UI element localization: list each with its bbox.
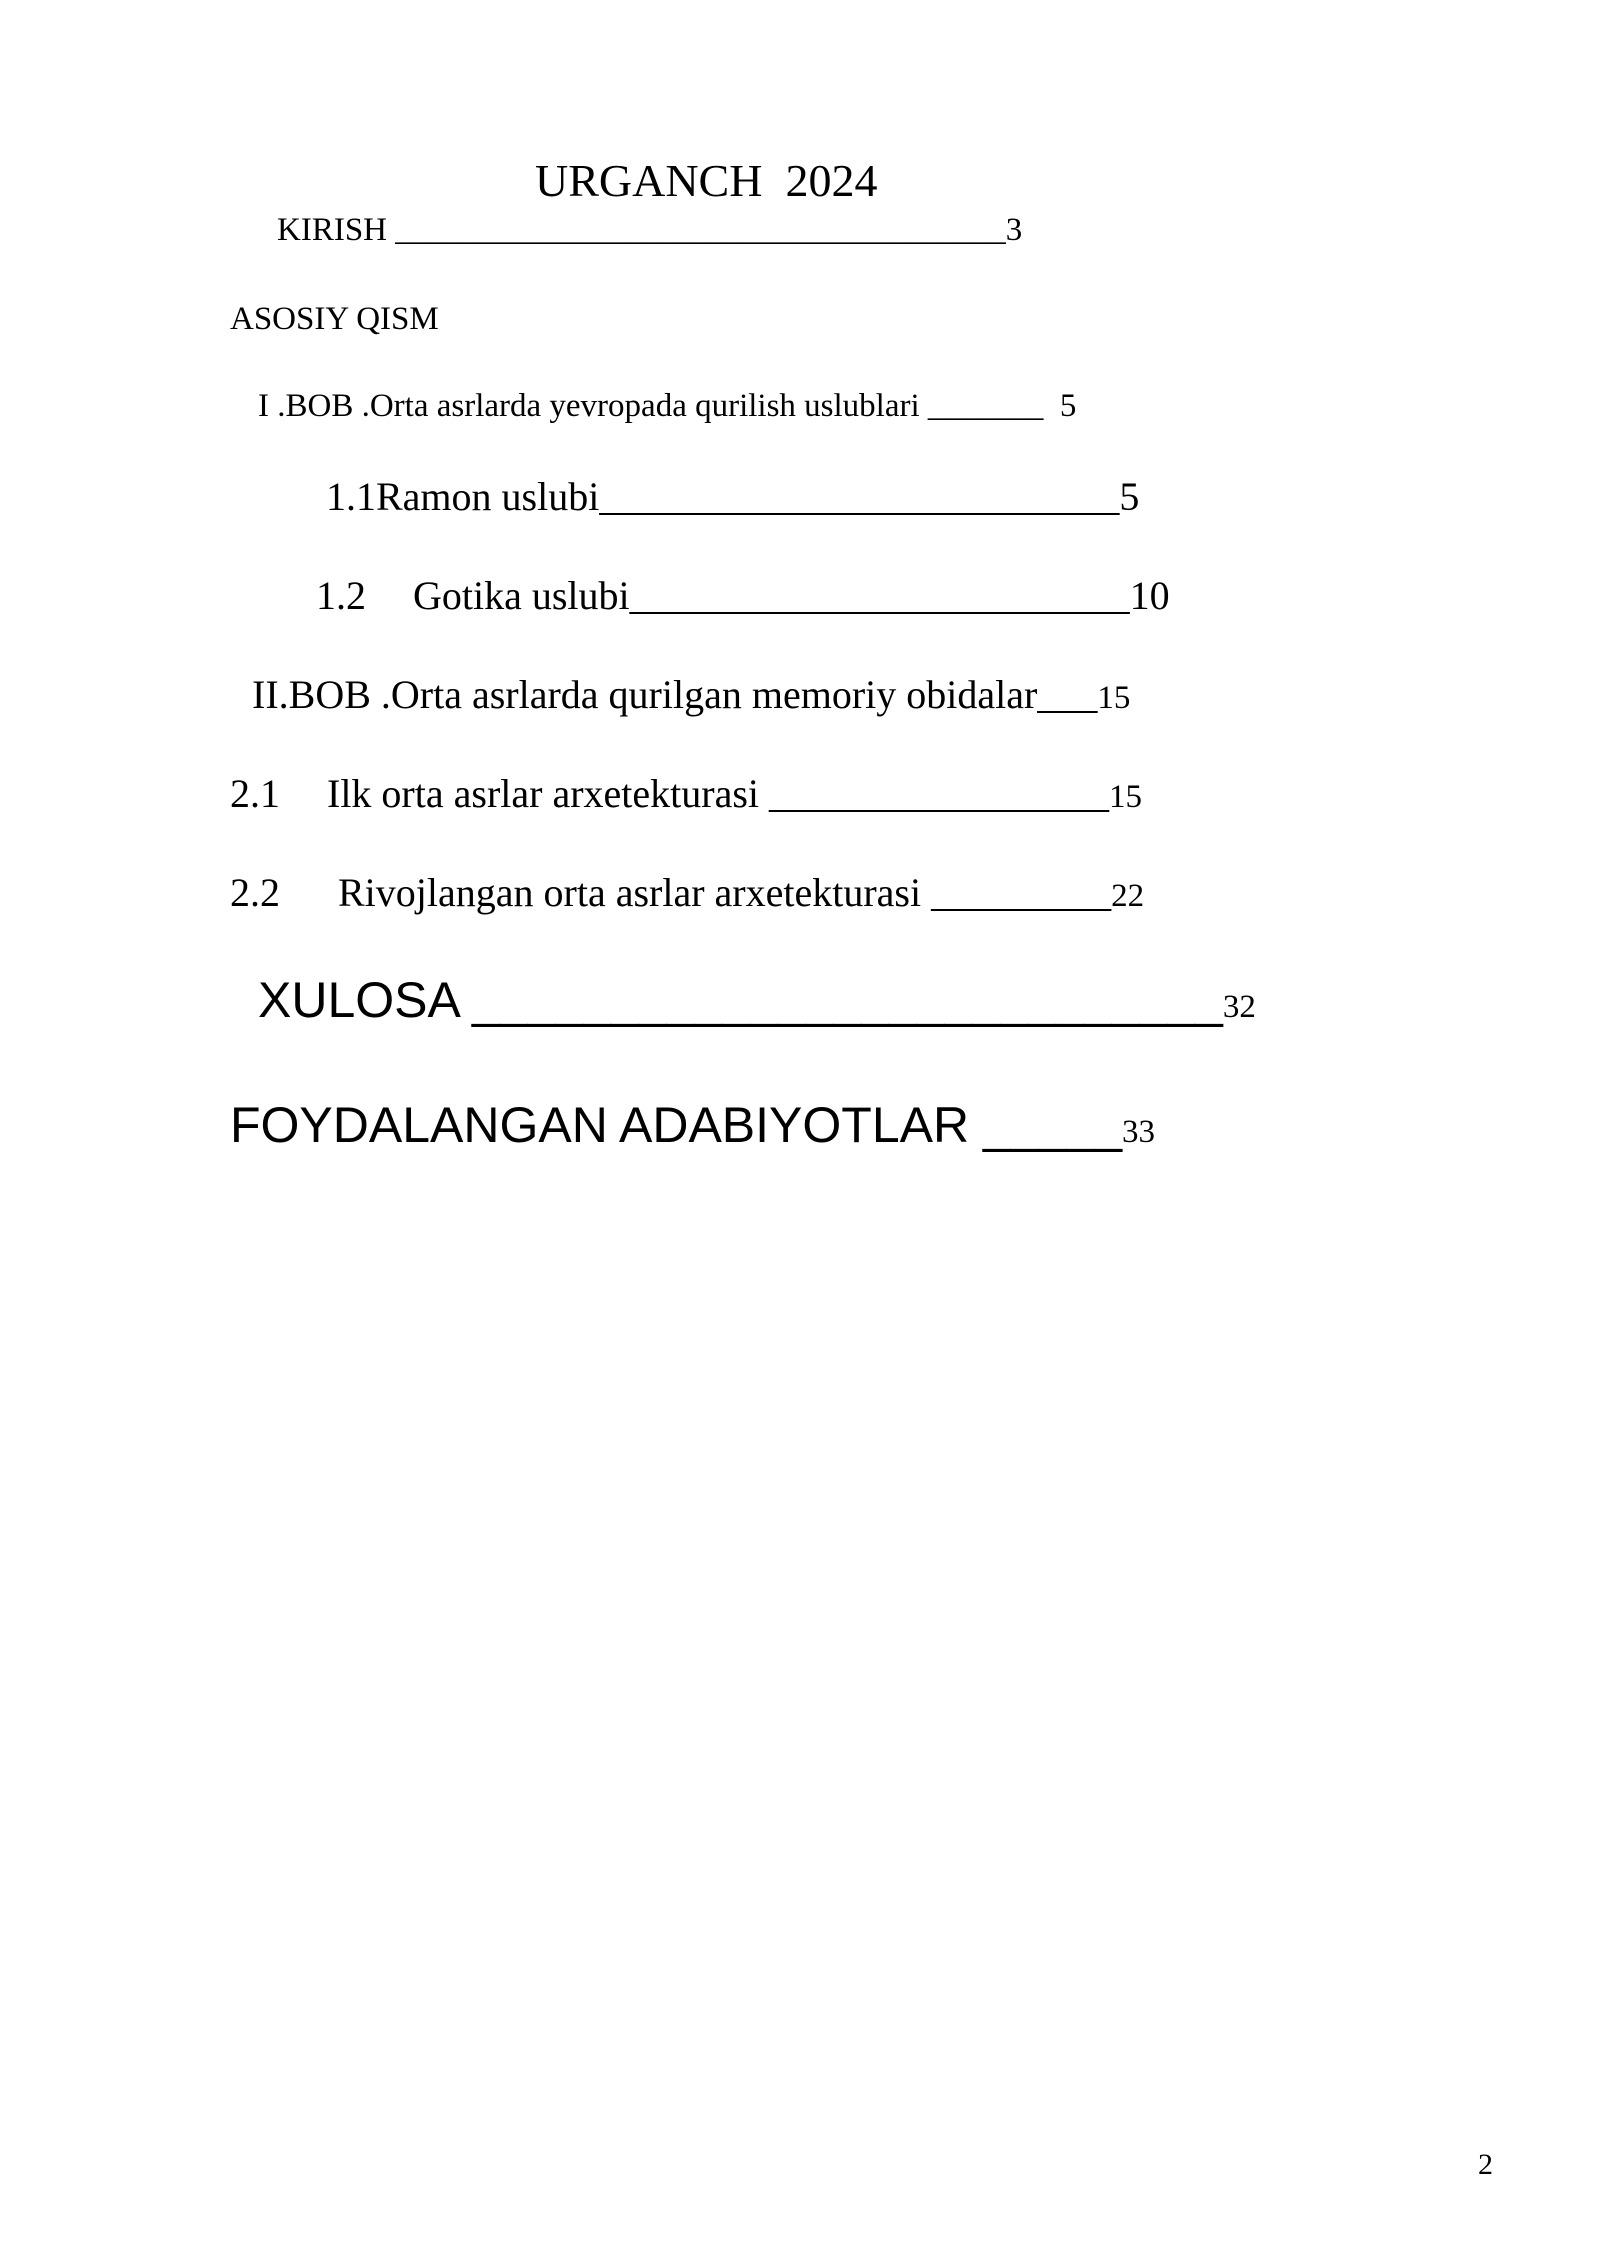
toc-leader: _________________________ [629,573,1130,618]
toc-label: I .BOB .Orta asrlarda yevropada qurilish uslublari [258,388,928,424]
toc-entry-kirish [277,214,1022,247]
page-title [535,155,878,206]
toc-leader: __________________________ [599,474,1120,519]
toc-leader: _________ [931,870,1112,915]
toc-number: 2.1 [230,771,280,816]
toc-page-number: 5 [1059,388,1077,424]
toc-label: Ramon uslubi [376,474,600,519]
title-text: URGANCH 2024 [535,155,878,206]
toc-entry-bob1 [258,390,1076,423]
toc-label: Ilk orta asrlar arxetekturasi [327,771,770,816]
toc-label: XULOSA [258,972,472,1028]
toc-label: Gotika uslubi [413,573,630,618]
page-number [1478,2150,1493,2180]
toc-page-number: 10 [1129,573,1170,618]
toc-number: 2.2 [230,870,280,915]
toc-label: ASOSIY QISM [230,301,439,337]
toc-gap [1043,388,1060,424]
toc-label: Rivojlangan orta asrlar arxetekturasi [338,870,932,915]
toc-page-number: 33 [1122,1114,1156,1150]
page-number-text: 2 [1478,2148,1493,2181]
toc-label: FOYDALANGAN ADABIYOTLAR [230,1097,983,1153]
toc-page-number: 15 [1109,779,1143,815]
toc-entry-xulosa [258,972,1256,1028]
toc-label: II.BOB .Orta asrlarda qurilgan memoriy obidalar [252,672,1038,717]
toc-leader: _____ [982,1097,1123,1153]
toc-heading-asosiy [230,303,439,336]
toc-page-number: 32 [1222,989,1256,1025]
toc-page-number: 3 [1005,212,1023,248]
toc-number: 1.2 [316,573,366,618]
toc-page-number: 22 [1111,878,1145,914]
toc-page-number: 5 [1119,474,1140,519]
toc-entry-adabiyotlar [230,1097,1156,1153]
toc-leader: ___ [1037,672,1098,717]
toc-number: 1.1 [326,474,376,519]
toc-entry-bob2 [252,672,1131,717]
toc-page-number: 15 [1097,680,1131,716]
toc-leader: _________________ [769,771,1110,816]
toc-entry-1-2 [316,573,1170,618]
toc-leader: _____________________________________ [395,212,1006,248]
toc-leader: _______ [927,388,1044,424]
toc-leader: ___________________________ [472,972,1223,1028]
toc-entry-2-1 [230,771,1143,816]
toc-label: KIRISH [277,212,396,248]
toc-entry-2-2 [230,870,1145,915]
toc-entry-1-1 [326,474,1140,519]
